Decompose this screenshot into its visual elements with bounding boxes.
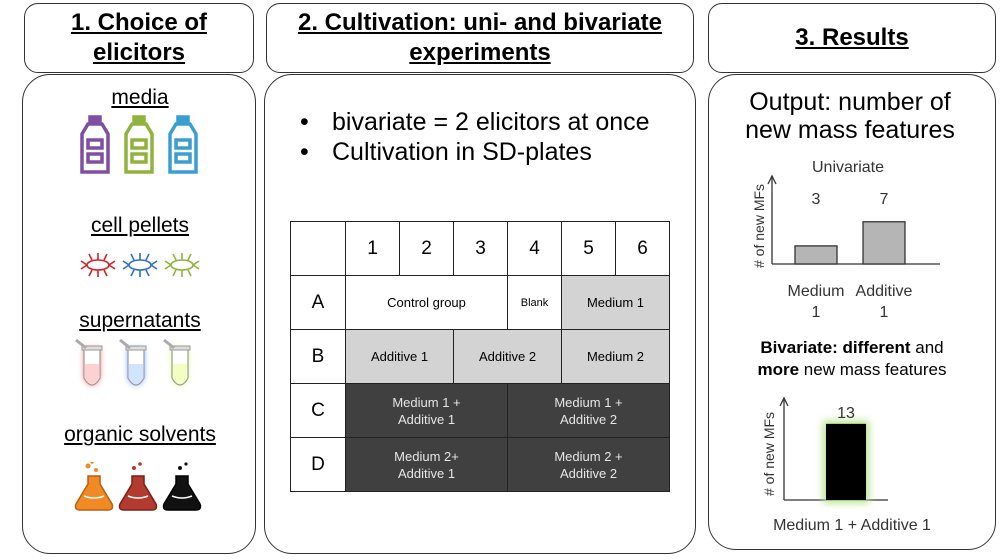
cell-d-medium2-additive2 xyxy=(508,438,670,492)
univariate-chart xyxy=(740,150,950,330)
cell-line: Additive 1 xyxy=(397,465,456,481)
cell-line: Medium 2+ xyxy=(394,448,459,464)
cell-line: Medium 1 + xyxy=(554,394,623,410)
cell-blank: Blank xyxy=(508,276,562,330)
plate-row-label: A xyxy=(291,276,346,330)
plate-col-label: 1 xyxy=(346,222,400,276)
data-label: 7 xyxy=(879,191,889,208)
cell-line: Additive 2 xyxy=(559,411,618,427)
bar xyxy=(863,222,905,264)
bottle-icon xyxy=(126,117,152,172)
tube-icon xyxy=(164,340,190,385)
cell-b-additive-1: Additive 1 xyxy=(346,330,454,384)
y-axis-label: # of new MFs xyxy=(751,183,767,268)
header-choice-of-elicitors: 1. Choice of elicitors xyxy=(24,3,254,73)
solvent-flasks xyxy=(74,462,204,514)
media-bottles xyxy=(74,114,214,178)
category-cell-pellets: cell pellets xyxy=(90,214,190,237)
plate-row-c xyxy=(291,384,670,438)
category-label: 1 xyxy=(879,304,889,321)
plate-row-label: D xyxy=(291,438,346,492)
plate-col-label: 6 xyxy=(616,222,670,276)
cell-line: Additive 2 xyxy=(559,465,618,481)
cell-icon xyxy=(165,253,199,277)
plate-row-a xyxy=(291,276,670,330)
header-results: 3. Results xyxy=(708,3,996,73)
sd-plate-table xyxy=(290,221,670,492)
category-label: 1 xyxy=(811,304,821,321)
plate-col-label: 5 xyxy=(562,222,616,276)
supernatant-tubes xyxy=(72,338,202,398)
cell-line: Medium 1 + xyxy=(392,394,461,410)
chart-title: Univariate xyxy=(811,159,885,176)
cell-control-group: Control group xyxy=(346,276,508,330)
cell-b-additive-2: Additive 2 xyxy=(454,330,562,384)
plate-corner xyxy=(291,222,346,276)
plate-row-label: C xyxy=(291,384,346,438)
plate-col-label: 3 xyxy=(454,222,508,276)
bottle-icon xyxy=(82,117,108,172)
bullet-bivariate: • bivariate = 2 elicitors at once xyxy=(300,108,660,136)
cell-c-medium1-additive2 xyxy=(508,384,670,438)
data-label: 13 xyxy=(837,404,855,422)
flask-icon xyxy=(164,462,201,510)
cell-line: Additive 1 xyxy=(397,411,456,427)
cell-icon xyxy=(123,253,157,277)
cell-d-medium2-additive1 xyxy=(346,438,508,492)
category-organic-solvents: organic solvents xyxy=(64,423,216,446)
bar xyxy=(826,424,866,500)
bivariate-note-part: more xyxy=(757,360,800,379)
bivariate-chart xyxy=(740,388,980,544)
category-label: Additive xyxy=(855,283,913,300)
plate-header-row xyxy=(291,222,670,276)
bivariate-note-part: Bivariate: different xyxy=(760,338,911,357)
bivariate-note xyxy=(724,337,980,381)
cell-b-medium-2: Medium 2 xyxy=(562,330,670,384)
bar xyxy=(795,246,837,264)
plate-row-b xyxy=(291,330,670,384)
y-axis-label: # of new MFs xyxy=(761,411,777,496)
cell-a-medium-1: Medium 1 xyxy=(562,276,670,330)
cell-c-medium1-additive1 xyxy=(346,384,508,438)
plate-col-label: 4 xyxy=(508,222,562,276)
category-label: Medium 1 + Additive 1 xyxy=(773,517,931,534)
plate-row-label: B xyxy=(291,330,346,384)
category-label: Medium xyxy=(787,283,845,300)
tube-icon xyxy=(76,340,102,385)
bullet-cultivation: • Cultivation in SD-plates xyxy=(300,138,660,166)
data-label: 3 xyxy=(811,191,821,208)
cell-line: Medium 2 + xyxy=(554,448,623,464)
flask-icon xyxy=(76,462,113,510)
cell-icon xyxy=(81,253,115,277)
category-media: media xyxy=(111,86,169,109)
bullet-list xyxy=(300,108,660,168)
header-cultivation: 2. Cultivation: uni- and bivariate experiments xyxy=(266,3,694,73)
category-supernatants: supernatants xyxy=(79,309,201,332)
output-line: Output: number of xyxy=(749,88,951,116)
plate-row-d xyxy=(291,438,670,492)
plate-col-label: 2 xyxy=(400,222,454,276)
tube-icon xyxy=(120,340,146,385)
cell-pellets-icons xyxy=(78,250,208,280)
output-title xyxy=(720,88,980,144)
flask-icon xyxy=(120,462,157,510)
output-line: new mass features xyxy=(745,116,955,144)
bivariate-note-part: new mass features xyxy=(799,360,947,379)
bottle-icon xyxy=(170,117,196,172)
bivariate-note-part: and xyxy=(910,338,944,357)
